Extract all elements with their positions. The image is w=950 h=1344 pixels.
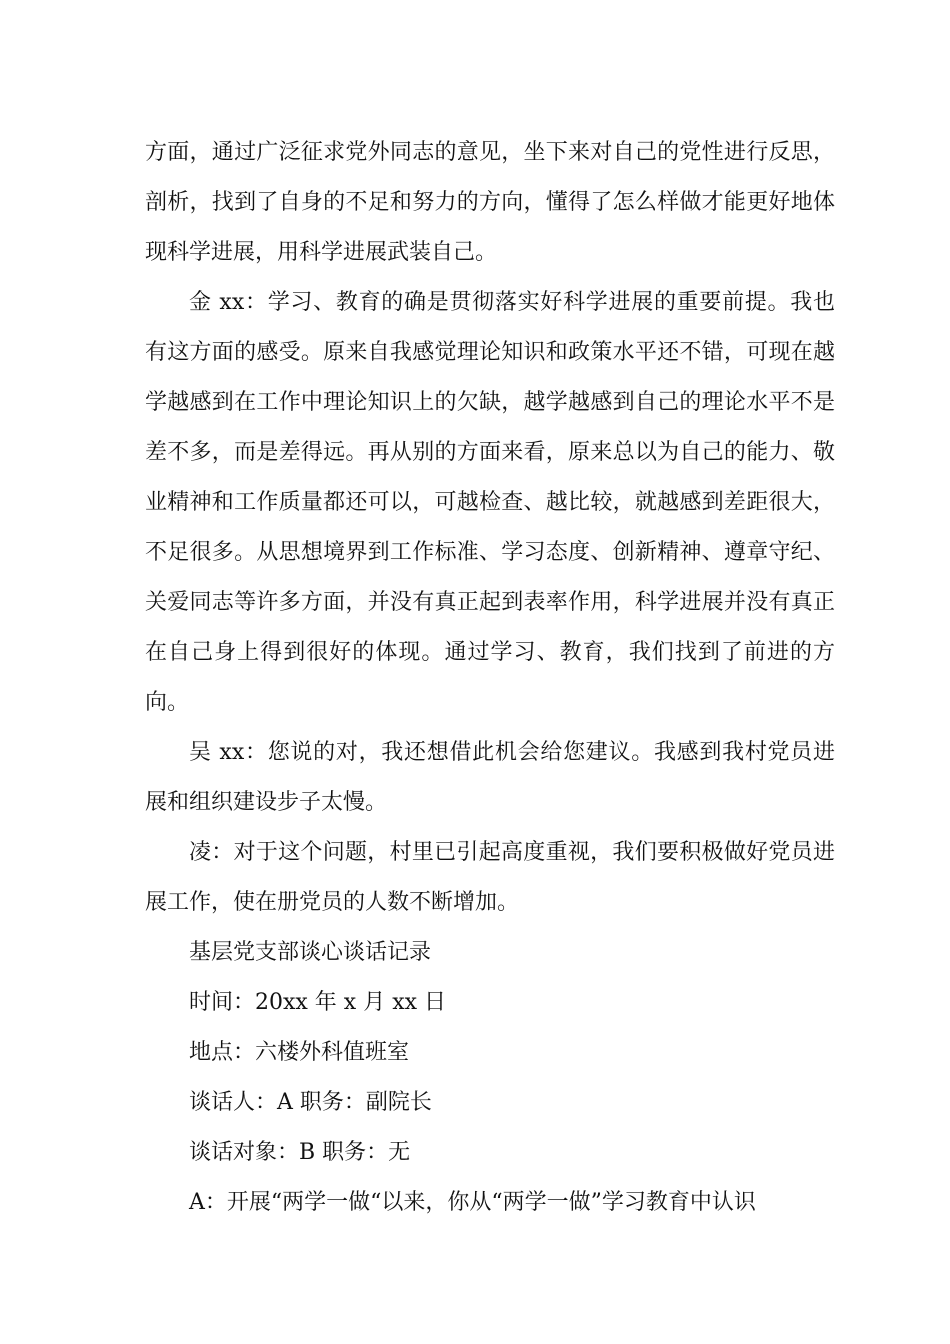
record-interviewee: 谈话对象：B 职务：无 [189, 1140, 411, 1165]
record-title: 基层党支部谈心谈话记录 [189, 940, 432, 965]
paragraph-a-question: A：开展“两学一做“以来，你从“两学一做”学习教育中认识 [189, 1190, 756, 1215]
record-interviewer: 谈话人：A 职务：副院长 [189, 1090, 432, 1115]
paragraph-jin-statement: 金 xx：学习、教育的确是贯彻落实好科学进展的重要前提。我也有这方面的感受。原来自我感觉理论知识和政策水平还不错，可现在越学越感到在工作中理论知识上的欠缺，越学越感到自己的理论水平不是差不多，而是差得远。再从别的方面来看，原来总以为自己的能力、敬业精神和工作质量都还可以，可越检查、越比较，就越感到差距很大，不足很多。从思想境界到工作标准、学习态度、创新精神、遵章守纪、关爱同志等许多方面，并没有真正起到表率作用，科学进展并没有真正在自己身上得到很好的体现。通过学习、教育，我们找到了前进的方向。 [145, 290, 835, 715]
paragraph-wu-statement: 吴 xx：您说的对，我还想借此机会给您建议。我感到我村党员进展和组织建设步子太慢。 [145, 740, 835, 815]
document-body [145, 128, 835, 1228]
paragraph-ling-statement: 凌：对于这个问题，村里已引起高度重视，我们要积极做好党员进展工作，使在册党员的人数不断增加。 [145, 840, 835, 915]
paragraph-continuation: 方面，通过广泛征求党外同志的意见，坐下来对自己的党性进行反思，剖析，找到了自身的不足和努力的方向，懂得了怎么样做才能更好地体现科学进展，用科学进展武装自己。 [145, 140, 835, 265]
record-location: 地点：六楼外科值班室 [189, 1040, 410, 1065]
record-time: 时间：20xx 年 x 月 xx 日 [189, 990, 446, 1015]
